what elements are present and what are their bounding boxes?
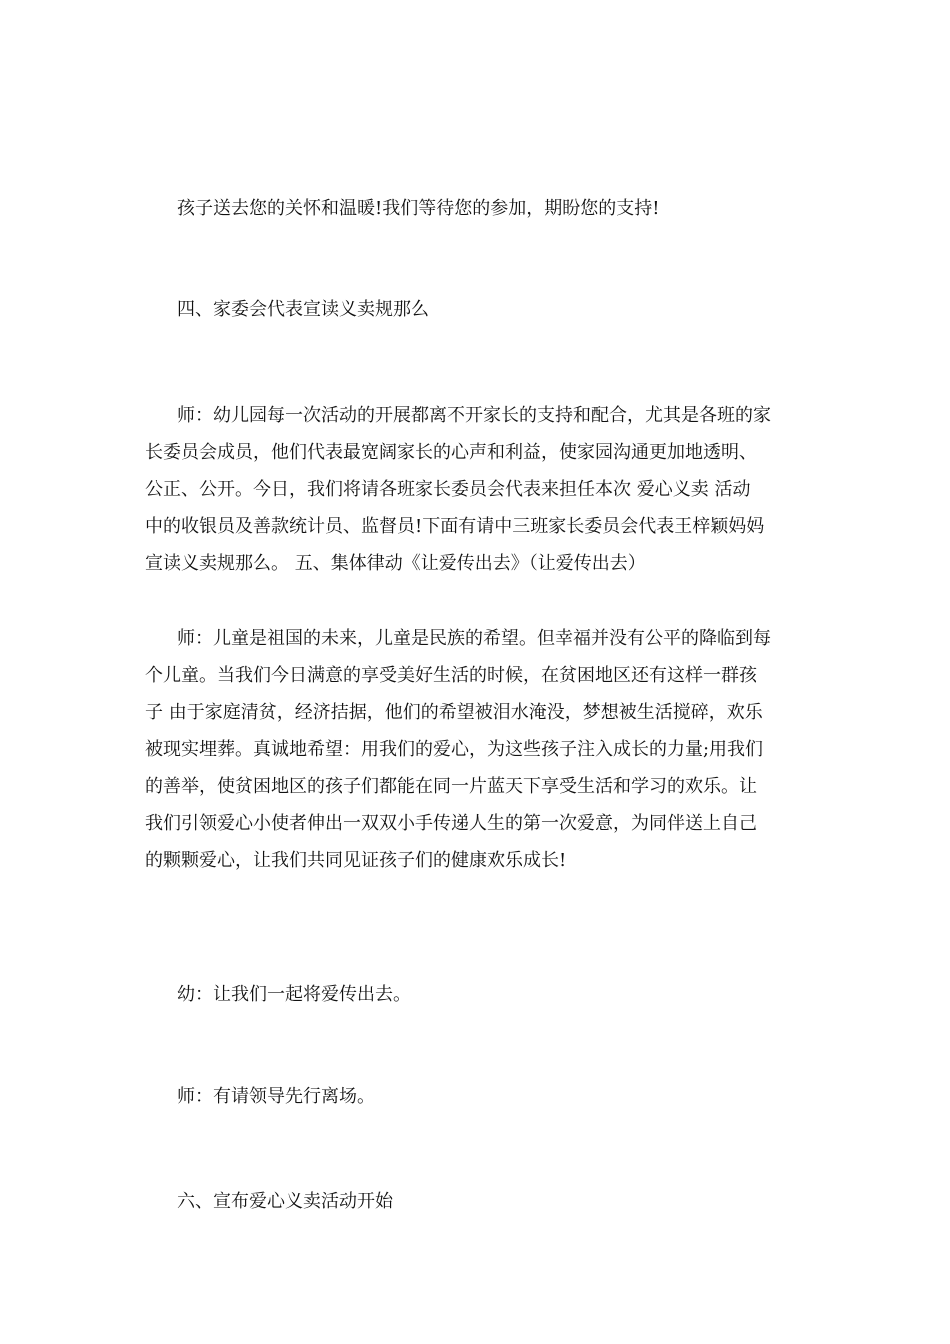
- text-line: 师：儿童是祖国的未来，儿童是民族的希望。但幸福并没有公平的降临到每: [177, 628, 771, 649]
- text-line: 四、家委会代表宣读义卖规那么: [177, 299, 429, 320]
- paragraph-teacher-farewell: [145, 1078, 810, 1115]
- text-line: 的善举，使贫困地区的孩子们都能在同一片蓝天下享受生活和学习的欢乐。让: [145, 776, 757, 797]
- text-line: 幼：让我们一起将爱传出去。: [177, 984, 411, 1005]
- section-heading-4: [145, 291, 810, 328]
- text-line: 我们引领爱心小使者伸出一双双小手传递人生的第一次爱意，为同伴送上自己: [145, 813, 757, 834]
- text-line: 长委员会成员，他们代表最宽阔家长的心声和利益，使家园沟通更加地透明、: [145, 442, 757, 463]
- text-line: 公正、公开。今日，我们将请各班家长委员会代表来担任本次 爱心义卖 活动: [145, 479, 751, 500]
- text-line: 孩子送去您的关怀和温暖!我们等待您的参加，期盼您的支持!: [177, 198, 660, 219]
- paragraph-children-response: [145, 976, 810, 1013]
- text-line: 宣读义卖规那么。 五、集体律动《让爱传出去》（让爱传出去）: [145, 553, 646, 574]
- text-line: 师：幼儿园每一次活动的开展都离不开家长的支持和配合，尤其是各班的家: [177, 405, 771, 426]
- text-line: 师：有请领导先行离场。: [177, 1086, 375, 1107]
- paragraph-parent-committee: [145, 397, 810, 582]
- text-line: 被现实埋葬。真诚地希望：用我们的爱心，为这些孩子注入成长的力量;用我们: [145, 739, 764, 760]
- section-heading-6: [145, 1183, 810, 1220]
- text-line: 子 由于家庭清贫，经济拮据，他们的希望被泪水淹没，梦想被生活搅碎，欢乐: [145, 702, 763, 723]
- text-line: 中的收银员及善款统计员、监督员!下面有请中三班家长委员会代表王梓颖妈妈: [145, 516, 765, 537]
- paragraph-closing-invitation: [145, 190, 810, 227]
- text-line: 六、宣布爱心义卖活动开始: [177, 1191, 393, 1212]
- paragraph-children-hope: [145, 620, 810, 879]
- text-line: 个儿童。当我们今日满意的享受美好生活的时候，在贫困地区还有这样一群孩: [145, 665, 757, 686]
- text-line: 的颗颗爱心，让我们共同见证孩子们的健康欢乐成长!: [145, 850, 567, 871]
